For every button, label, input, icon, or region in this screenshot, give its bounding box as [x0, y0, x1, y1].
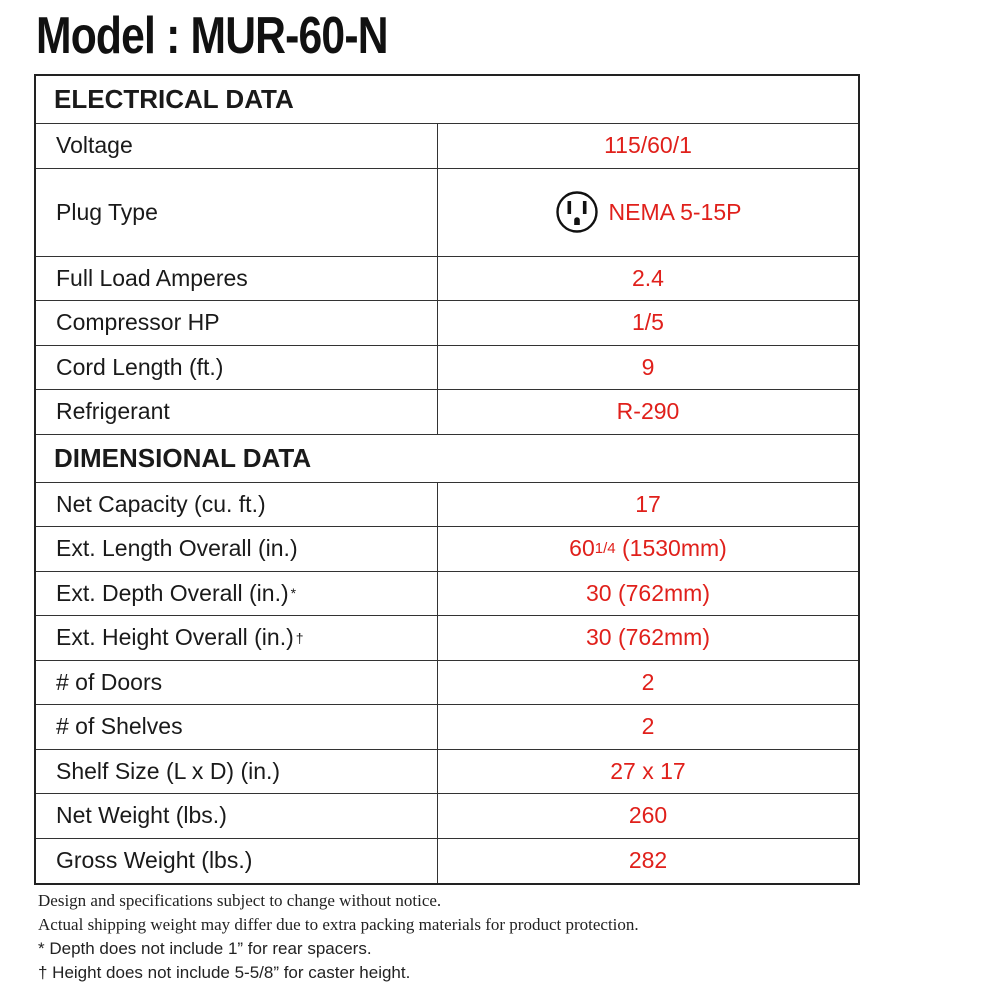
- table-row-ext-depth: [36, 572, 858, 617]
- table-row-net-capacity: [36, 483, 858, 528]
- dimensional-data-header: DIMENSIONAL DATA: [36, 435, 858, 483]
- row-value: 2: [641, 713, 655, 740]
- row-label: # of Shelves: [36, 705, 438, 749]
- row-label: Plug Type: [36, 169, 438, 256]
- table-row-compressor-hp: [36, 301, 858, 346]
- dagger-mark: †: [295, 629, 304, 646]
- table-row-voltage: [36, 124, 858, 169]
- depth-label-text: Ext. Depth Overall (in.): [56, 579, 289, 606]
- row-label: Refrigerant: [36, 390, 438, 434]
- note-shipping-weight: Actual shipping weight may differ due to extra packing materials for product protection.: [38, 915, 639, 934]
- length-fraction: 1/4: [594, 540, 616, 558]
- note-height: † Height does not include 5-5/8” for caster height.: [38, 963, 411, 982]
- row-label: Gross Weight (lbs.): [36, 839, 438, 884]
- row-label: # of Doors: [36, 661, 438, 705]
- note-depth: * Depth does not include 1” for rear spacers.: [38, 939, 372, 958]
- footnotes: [38, 889, 938, 985]
- row-value: 9: [641, 353, 655, 380]
- row-value: 260: [628, 802, 668, 829]
- row-value: 282: [628, 847, 668, 874]
- row-value: 1/5: [632, 309, 664, 336]
- height-label-text: Ext. Height Overall (in.): [56, 624, 294, 651]
- row-label: Cord Length (ft.): [36, 346, 438, 390]
- row-value: [438, 527, 858, 571]
- model-title: Model : MUR-60-N: [36, 7, 388, 65]
- table-row-ext-height: [36, 616, 858, 661]
- table-row-full-load-amperes: [36, 257, 858, 302]
- table-row-ext-length: [36, 527, 858, 572]
- row-value: 2.4: [632, 264, 664, 291]
- row-value: 17: [635, 490, 661, 517]
- asterisk-mark: *: [290, 585, 297, 602]
- table-row-shelf-size: [36, 750, 858, 795]
- row-label: Shelf Size (L x D) (in.): [36, 750, 438, 794]
- row-label: Net Capacity (cu. ft.): [36, 483, 438, 527]
- row-label: Voltage: [36, 124, 438, 168]
- row-value: 2: [641, 668, 655, 695]
- table-row-plug-type: [36, 169, 858, 257]
- row-label: [36, 572, 438, 616]
- spec-table: [34, 74, 860, 885]
- row-value: 27 x 17: [610, 757, 686, 784]
- row-label: Ext. Length Overall (in.): [36, 527, 438, 571]
- row-label: Full Load Amperes: [36, 257, 438, 301]
- row-value: 115/60/1: [604, 132, 692, 159]
- row-value: R-290: [616, 398, 680, 425]
- electrical-data-header: ELECTRICAL DATA: [36, 76, 858, 124]
- row-value: 30 (762mm): [586, 579, 710, 606]
- plug-type-value: NEMA 5-15P: [608, 198, 742, 225]
- row-label: Net Weight (lbs.): [36, 794, 438, 838]
- row-value: 30 (762mm): [586, 624, 710, 651]
- table-row-net-weight: [36, 794, 858, 839]
- row-label: Compressor HP: [36, 301, 438, 345]
- length-whole: 60: [569, 535, 595, 562]
- nema-5-15p-plug-icon: [555, 190, 599, 234]
- table-row-doors: [36, 661, 858, 706]
- table-row-cord-length: [36, 346, 858, 391]
- length-metric: (1530mm): [615, 535, 727, 562]
- table-row-refrigerant: [36, 390, 858, 435]
- table-row-gross-weight: [36, 839, 858, 884]
- row-label: [36, 616, 438, 660]
- note-design-change: Design and specifications subject to change without notice.: [38, 891, 442, 910]
- row-value: [438, 169, 858, 256]
- table-row-shelves: [36, 705, 858, 750]
